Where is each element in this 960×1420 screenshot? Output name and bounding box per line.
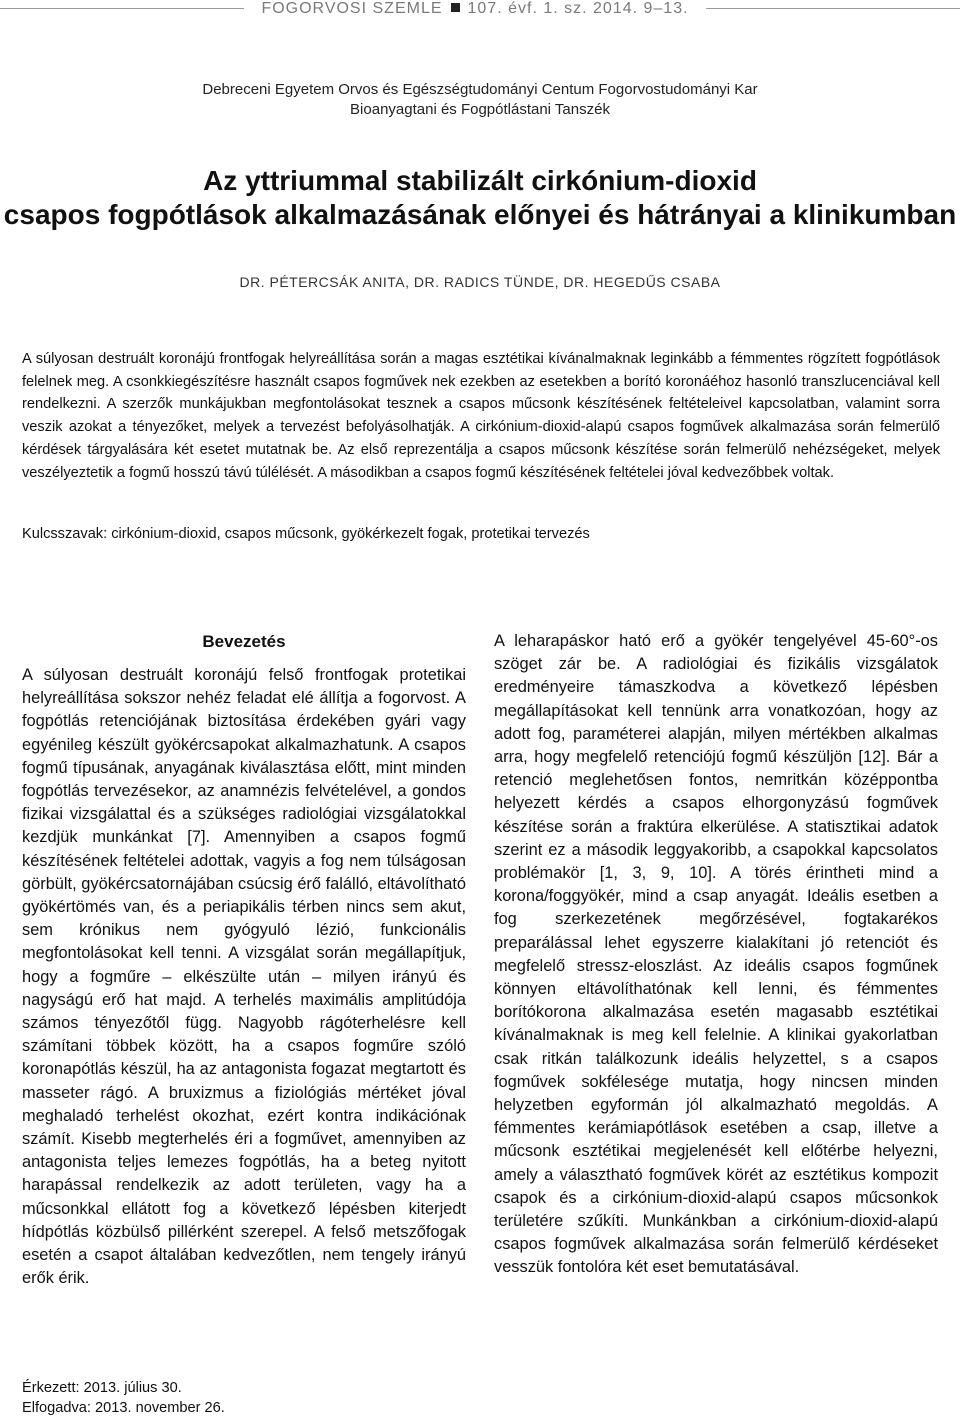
keywords: Kulcsszavak: cirkónium-dioxid, csapos műcsonk, gyökérkezelt fogak, protetikai tervezés <box>22 526 590 542</box>
journal-name: FOGORVOSI SZEMLE <box>261 0 443 17</box>
intro-left-column <box>22 630 466 1290</box>
authors: DR. PÉTERCSÁK ANITA, DR. RADICS TÜNDE, DR. HEGEDŰS CSABA <box>239 274 721 290</box>
square-bullet-icon <box>451 3 460 12</box>
accepted-date: Elfogadva: 2013. november 26. <box>22 1400 225 1416</box>
journal-header <box>246 0 704 18</box>
article-title-line-1: Az yttriummal stabilizált cirkónium-dioxid <box>203 165 757 196</box>
header-rule-right <box>706 8 960 9</box>
intro-right-column <box>494 630 938 1280</box>
article-title <box>0 164 960 232</box>
journal-issue: 107. évf. 1. sz. 2014. 9–13. <box>467 0 689 17</box>
header-rule-left <box>0 8 244 9</box>
affiliation <box>0 80 960 120</box>
affiliation-line-1: Debreceni Egyetem Orvos és Egészségtudományi Centum Fogorvostudományi Kar <box>202 81 758 98</box>
intro-paragraph-right: A leharapáskor ható erő a gyökér tengelyével 45-60°-os szöget zár be. A radiológiai és fizikális vizsgálatok eredményeire támaszkodva a következő lépésben megállapításokat kell tennünk arra vonatkozóan, hogy az adott fog, paraméterei alapján, milyen mértékben alkalmas arra, hogy megfelelő retenciójú fogmű készüljön [12]. Bár a retenció meglehetősen fontos, nemritkán középpontba helyezett kérdés a csapos elhorgonyzású fogművek készítése során a fraktúra elkerülése. A statisztikai adatok szerint ez a második leggyakoribb, a csapokkal kapcsolatos problémakör [1, 3, 9, 10]. A törés érintheti mind a korona/foggyökér, mind a csap anyagát. Ideális esetben a fog szerkezetének megőrzésével, fogtakarékos preparálással lehet egyszerre kialakítani jó retenciót és megfelelő stressz-eloszlást. Az ideális csapos fogműnek könnyen eltávolíthatónak kell lenni, és fémmentes borítókorona alkalmazása esetén magasabb esztétikai kívánalmaknak is meg kell felelnie. A klinikai gyakorlatban csak ritkán találkozunk ideális helyzettel, s a csapos fogművek sokfélesége mutatja, hogy nincsen minden helyzetben egyformán jól alkalmazható megoldás. A fémmentes kerámiapótlások esetében a csap, illetve a műcsonk esztétikai megjelenését kell előtérbe helyezni, amely a választható fogművek körét az esztétikus kompozit csapok és a cirkónium-dioxid-alapú csapos műcsonkok területére szűkíti. Munkánkban a cirkónium-dioxid-alapú csapos fogművek alkalmazása során felmerülő kérdéseket vesszük fontolóra két eset bemutatásával. <box>494 632 938 1277</box>
article-dates <box>22 1378 225 1418</box>
affiliation-line-2: Bioanyagtani és Fogpótlástani Tanszék <box>350 101 610 118</box>
intro-paragraph-left: A súlyosan destruált koronájú felső frontfogak protetikai helyreállítása sokszor nehéz feladat elé állítja a fogorvost. A fogpótlás retenciójának biztosítása érdekében gyári vagy egyénileg készült gyökércsapokat alkalmazhatunk. A csapos fogmű típusának, anyagának kiválasztása előtt, mint minden fogpótlás tervezésekor, az anamnézis felvételével, a gondos fizikai vizsgálattal és a szükséges radiológiai vizsgálatokkal kezdjük munkánkat [7]. Amennyiben a csapos fogmű készítésének feltételei adottak, vagyis a fog nem túlságosan görbült, gyökércsatornájában csúcsig érő falálló, eltávolítható gyökértömés van, és a periapikális térben nincs sem akut, sem krónikus nem gyógyuló lézió, funkcionális megfontolásokat kell tenni. A vizsgálat során megállapítjuk, hogy a fogműre – elkészülte után – milyen irányú és nagyságú erő hat majd. A terhelés maximális amplitúdója számos tényezőtől függ. Nagyobb rágóterhelésre kell számítani többek között, ha a csapos fogműre szóló koronapótlás készül, ha az antagonista fogazat megtartott és masseter rágó. A bruxizmus a fiziológiás mértéket jóval meghaladó terhelést okozhat, ezért kontra indikációnak számít. Kisebb megterhelés éri a fogművet, amennyiben az antagonista teljes lemezes fogpótlás, ha a beteg nyitott harapással rendelkezik az adott területen, vagy ha a műcsonkkal ellátott fog a következő lépésben kiterjedt hídpótlás közbülső pillérként szerepel. A felső metszőfogak esetén a csapot általában kedvezőtlen, nem tengely irányú erők érik. <box>22 666 466 1288</box>
article-title-line-2: csapos fogpótlások alkalmazásának előnyei és hátrányai a klinikumban <box>3 199 957 230</box>
received-date: Érkezett: 2013. július 30. <box>22 1380 182 1396</box>
abstract: A súlyosan destruált koronájú frontfogak helyreállítása során a magas esztétikai kívánalmaknak leginkább a fémmentes rögzített fogpótlások felelnek meg. A csonkkiegészítésre használt csapos fogművek nek ezekben az esetekben a borító koronáéhoz hasonló transzlucenciával kell rendelkezni. A szerzők munkájukban megfontolásokat tesznek a csapos műcsonk készítésének feltételeivel kapcsolatban, valamint sorra veszik azokat a tényezőket, melyek a tervezést befolyásolhatják. A cirkónium-dioxid-alapú csapos fogművek alkalmazása során felmerülő kérdések tárgyalására két esetet mutatnak be. Az első reprezentálja a csapos műcsonk készítése során felmerülő nehézségeket, melyek veszélyeztetik a fogmű hosszú távú túlélését. A másodikban a csapos fogmű készítésének feltételei jóval kedvezőbbek voltak. <box>22 351 940 481</box>
section-heading: Bevezetés <box>202 632 286 651</box>
